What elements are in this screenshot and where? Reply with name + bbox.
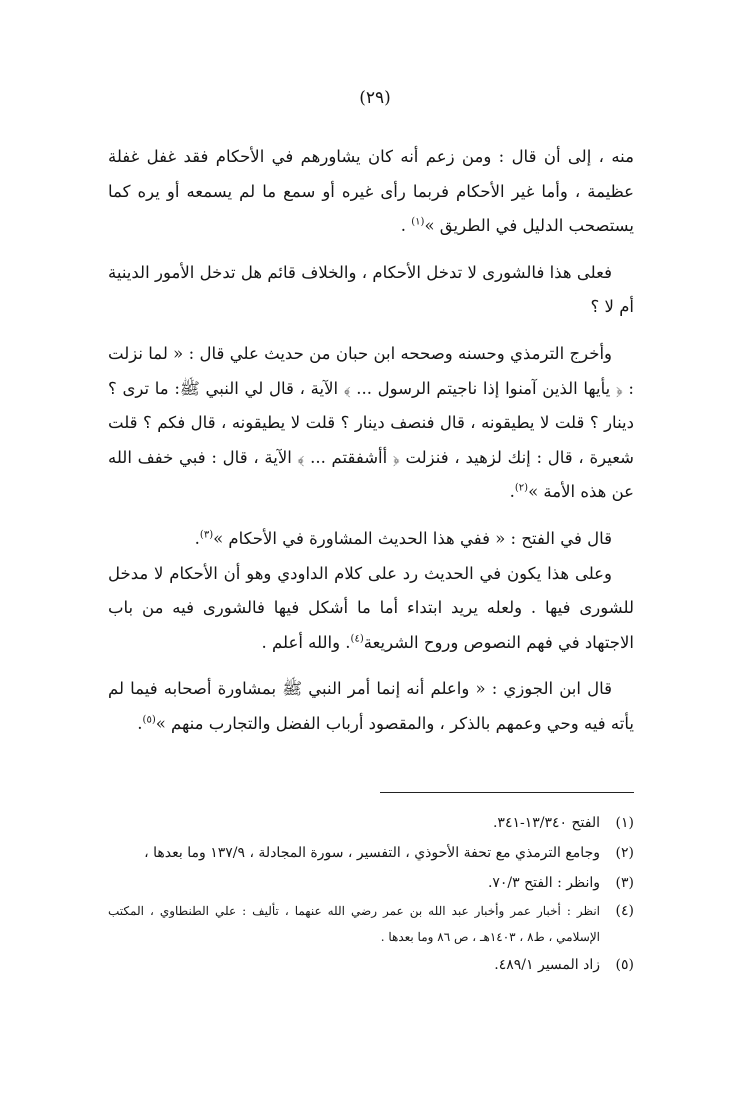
footnote-ref[interactable]: (٢)	[514, 482, 529, 494]
footnote-number: (٤)	[615, 903, 634, 919]
footnote-text: وجامع الترمذي مع تحفة الأحوذي ، التفسير ، سورة المجادلة ، ١٣٧/٩ وما بعدها ،	[144, 845, 600, 861]
footnote-ref[interactable]: (٤)	[350, 633, 364, 645]
paragraph-tail: .	[137, 713, 143, 733]
paragraph-tail: . والله أعلم .	[261, 632, 351, 652]
footnote	[108, 898, 634, 950]
footnotes	[108, 808, 634, 980]
paragraph-text: قال ابن الجوزي : « واعلم أنه إنما أمر النبي ﷺ بمشاورة أصحابه فيما لم يأته فيه وحي وعمهم بالذكر ، والمقصود أرباب الفضل والتجارب منهم »	[108, 679, 634, 733]
footnote-text: الفتح ١٣/٣٤٠-٣٤١.	[492, 815, 600, 831]
body-text	[108, 140, 634, 742]
paragraph	[108, 140, 634, 244]
footnote	[108, 838, 634, 868]
footnote	[108, 950, 634, 980]
footnote-number: (٢)	[615, 845, 634, 861]
paragraph-tail: .	[509, 482, 515, 502]
footnote	[108, 808, 634, 838]
footnote-divider	[380, 792, 634, 793]
footnote-text: زاد المسير ٤٨٩/١.	[494, 957, 600, 973]
footnote-text: انظر : أخبار عمر وأخبار عبد الله بن عمر رضي الله عنهما ، تأليف : علي الطنطاوي ، المكتب الإسلامي ، ط٨ ، ١٤٠٣هـ ، ص ٨٦ وما بعدها .	[108, 904, 600, 944]
paragraph-text: قال في الفتح : « ففي هذا الحديث المشاورة في الأحكام »	[213, 528, 612, 548]
paragraph	[108, 256, 634, 325]
footnote-number: (٣)	[615, 875, 634, 891]
footnote-number: (٥)	[615, 957, 634, 973]
paragraph	[108, 557, 634, 661]
paragraph-tail: .	[400, 216, 412, 236]
paragraph-text: منه ، إلى أن قال : ومن زعم أنه كان يشاورهم في الأحكام فقد غفل غفلة عظيمة ، وأما غير الأحكام فربما رأى غيره أو سمع ما لم يسمعه أو يره كما يستصحب الدليل في الطريق »	[108, 147, 634, 236]
footnote-text: وانظر : الفتح ٧٠/٣.	[487, 875, 600, 891]
page-number: (٢٩)	[359, 88, 391, 108]
footnote-ref[interactable]: (١)	[411, 216, 425, 228]
footnote-ref[interactable]: (٣)	[199, 529, 214, 541]
footnote-number: (١)	[615, 815, 634, 831]
paragraph	[108, 337, 634, 510]
footnote	[108, 868, 634, 898]
paragraph-text: وأخرج الترمذي وحسنه وصححه ابن حبان من حديث علي قال : « لما نزلت : ﴿ يأيها الذين آمنوا إذا ناجيتم الرسول ... ﴾ الآية ، قال لي النبي ﷺ: ما ترى ؟ دينار ؟ قلت لا يطيقونه ، قال فنصف دينار ؟ قلت لا يطيقونه ، قال فكم ؟ قلت شعيرة ، قال : إنك لزهيد ، فنزلت ﴿ أأشفقتم ... ﴾ الآية ، قال : فبي خفف الله عن هذه الأمة »	[108, 343, 634, 502]
paragraph-text: وعلى هذا يكون في الحديث رد على كلام الداودي وهو أن الأحكام لا مدخل للشورى فيها . ولعله يريد ابتداء أما ما أشكل فيها فالشورى فيه من باب الاجتهاد في فهم النصوص وروح الشريعة	[108, 563, 634, 652]
paragraph-text: فعلى هذا فالشورى لا تدخل الأحكام ، والخلاف قائم هل تدخل الأمور الدينية أم لا ؟	[108, 262, 634, 317]
footnote-ref[interactable]: (٥)	[142, 714, 156, 726]
paragraph	[108, 672, 634, 741]
paragraph-tail: .	[194, 528, 200, 548]
paragraph	[108, 522, 634, 557]
